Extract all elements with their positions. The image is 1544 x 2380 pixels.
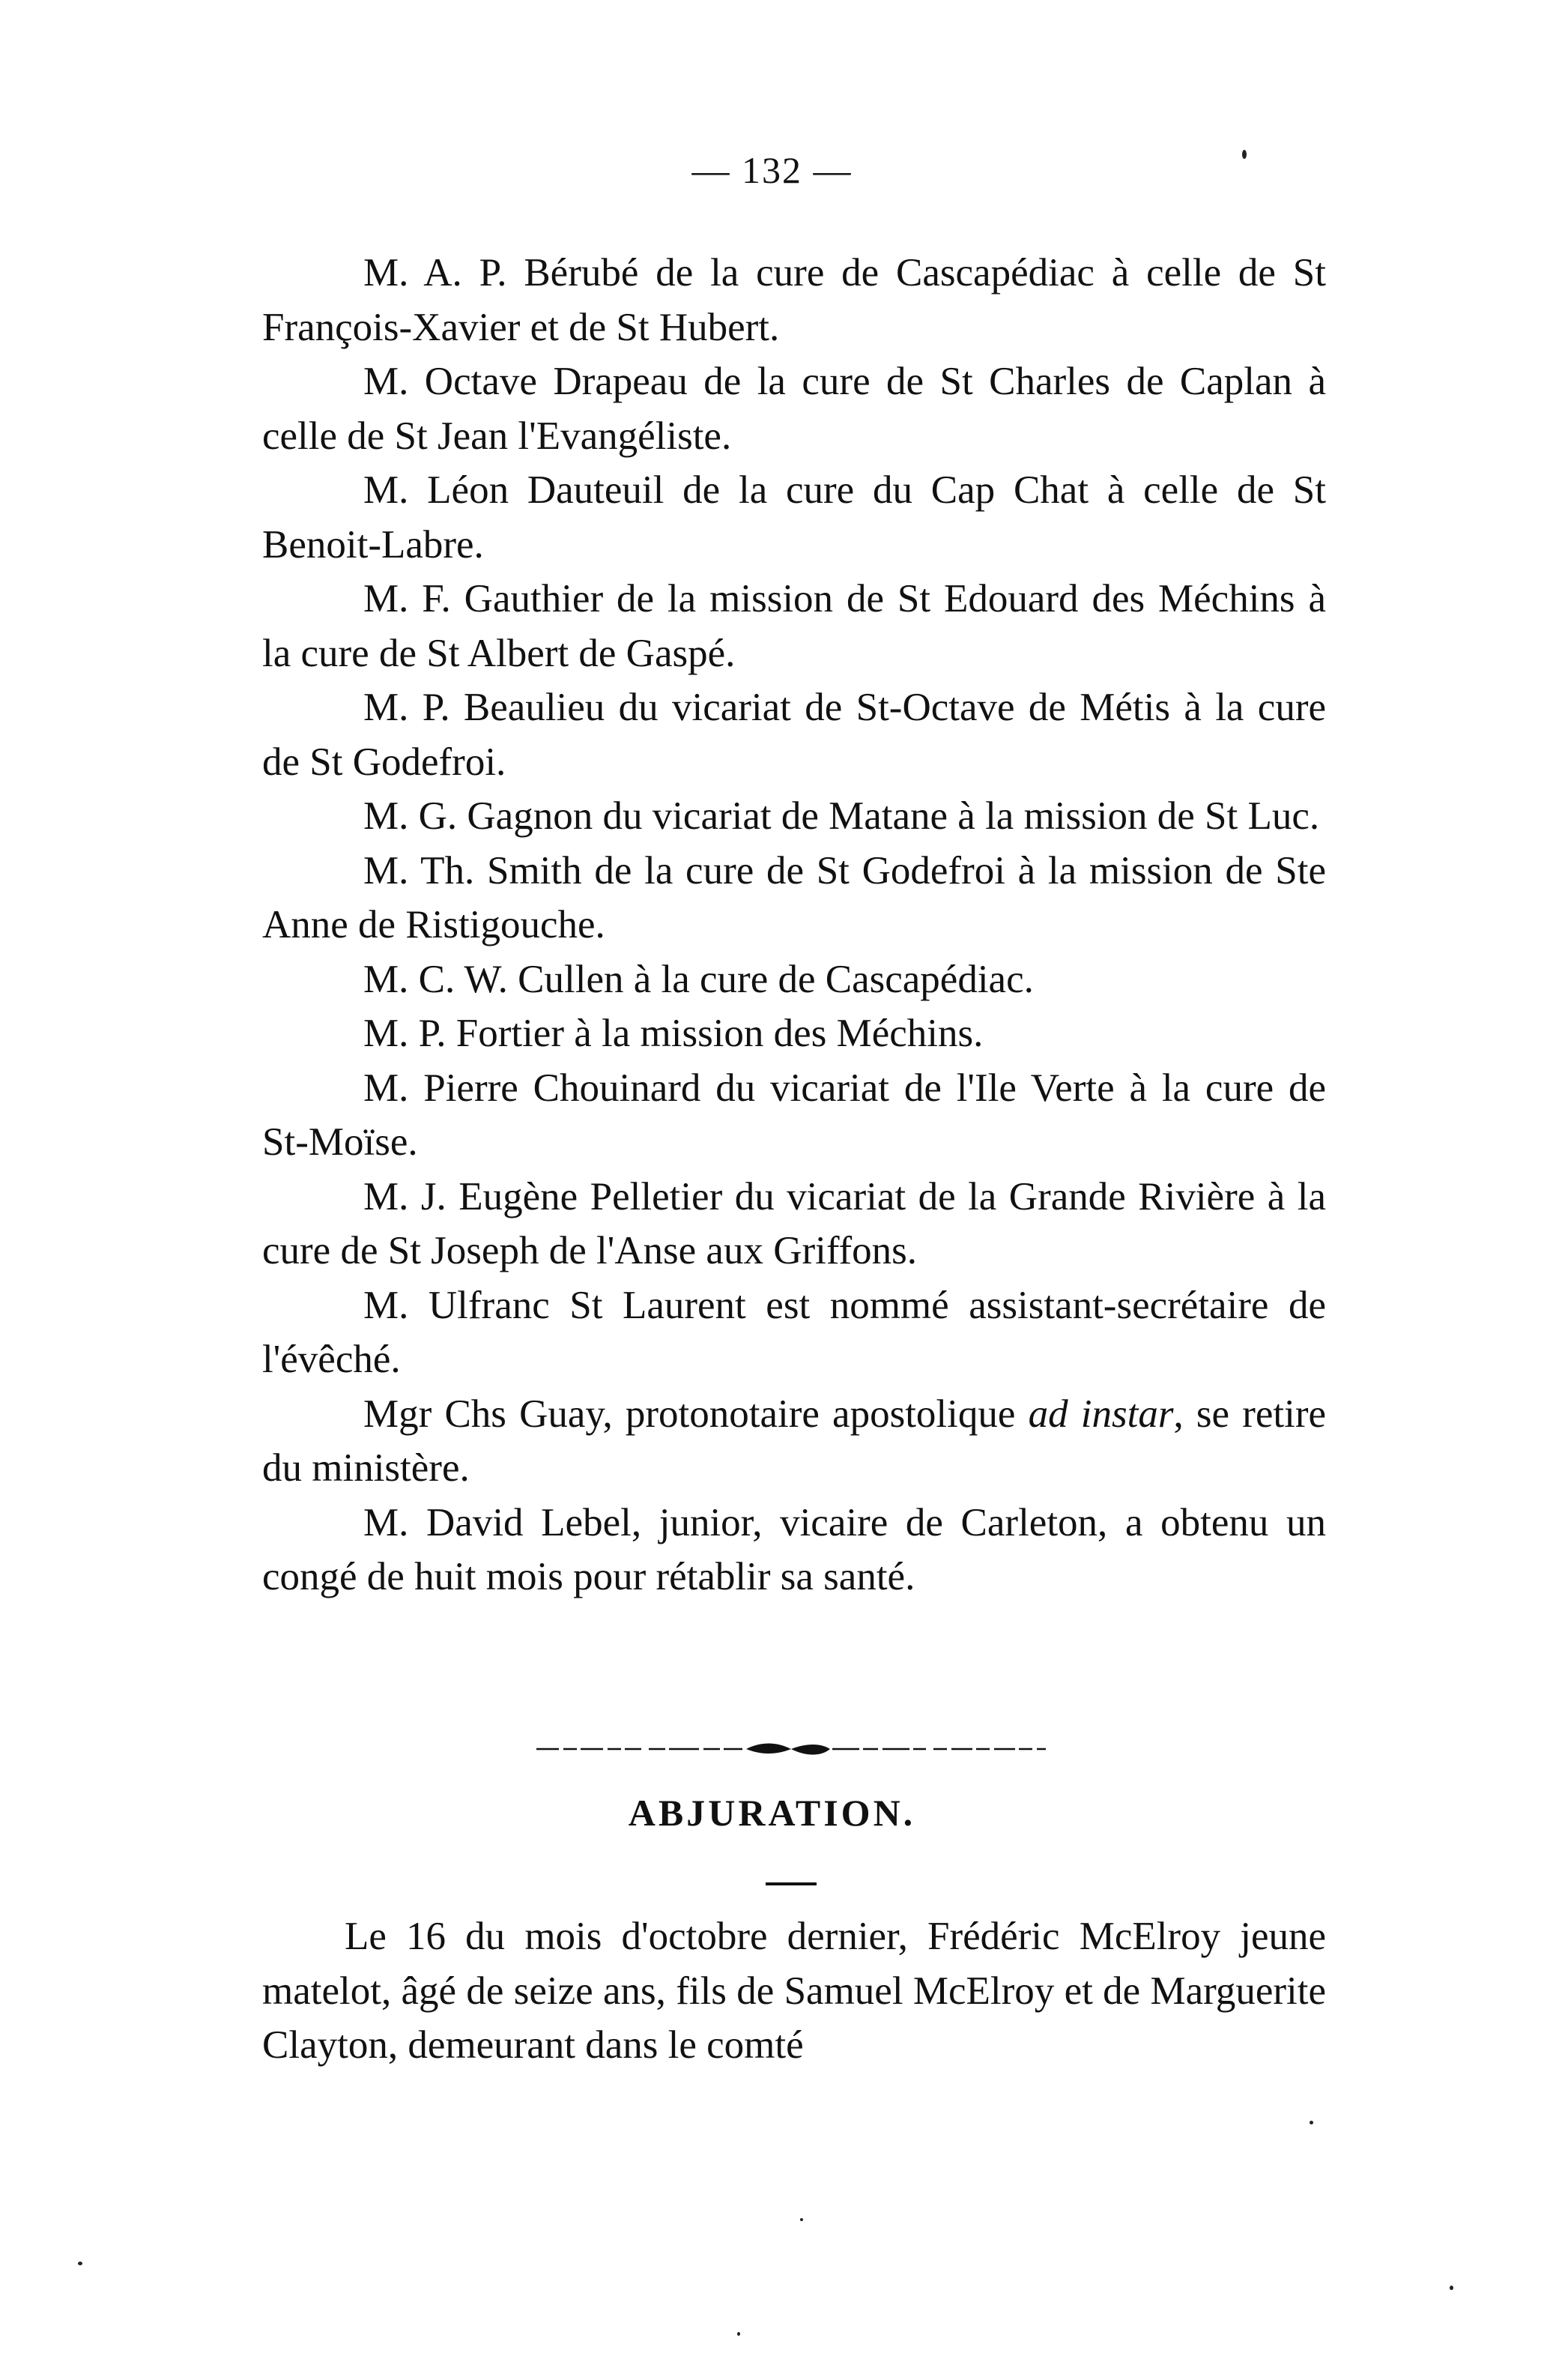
page-number: — 132 —	[691, 149, 853, 191]
appointment-entry: M. P. Fortier à la mission des Méchins.	[363, 1012, 984, 1055]
retirement-text: Mgr Chs Guay, protonotaire apostolique	[363, 1392, 1029, 1436]
appointment-entry: M. F. Gauthier de la mission de St Edouard des Méchins à la cure de St Albert de Gaspé.	[262, 577, 1326, 675]
appointment-entry: M. Th. Smith de la cure de St Godefroi à la mission de Ste Anne de Ristigouche.	[262, 848, 1326, 946]
section-title: ABJURATION.	[628, 1792, 916, 1834]
leave-entry: M. David Lebel, junior, vicaire de Carleton, a obtenu un congé de huit mois pour rétablir sa santé.	[262, 1500, 1326, 1598]
print-speck	[1242, 150, 1247, 159]
appointment-entry: M. Octave Drapeau de la cure de St Charles de Caplan à celle de St Jean l'Evangéliste.	[262, 360, 1326, 458]
abjuration-text	[262, 1909, 1326, 2073]
appointment-entry: M. Ulfranc St Laurent est nommé assistant-secrétaire de l'évêché.	[262, 1283, 1326, 1381]
print-speck	[78, 2262, 82, 2265]
appointment-entry: M. Pierre Chouinard du vicariat de l'Ile Verte à la cure de St-Moïse.	[262, 1066, 1326, 1164]
retirement-italic: ad instar	[1028, 1392, 1174, 1436]
appointment-entry: M. P. Beaulieu du vicariat de St-Octave de Métis à la cure de St Godefroi.	[262, 686, 1326, 784]
print-speck	[800, 2218, 803, 2221]
print-speck	[1450, 2286, 1453, 2290]
appointment-entry: M. A. P. Bérubé de la cure de Cascapédiac à celle de St François-Xavier et de St Hubert.	[262, 251, 1326, 349]
appointment-entry: M. Léon Dauteuil de la cure du Cap Chat à celle de St Benoit-Labre.	[262, 468, 1326, 567]
abjuration-paragraph: Le 16 du mois d'octobre dernier, Frédéric McElroy jeune matelot, âgé de seize ans, fils de Samuel McElroy et de Marguerite Clayton, demeurant dans le comté	[262, 1915, 1326, 2067]
print-speck	[737, 2332, 740, 2336]
print-speck	[1310, 2121, 1313, 2124]
retirement-entry	[262, 1387, 1326, 1496]
retirement-text-end: , se retire du ministère.	[262, 1392, 1326, 1490]
appointment-entry: M. G. Gagnon du vicariat de Matane à la mission de St Luc.	[363, 794, 1320, 838]
appointment-entry: M. C. W. Cullen à la cure de Cascapédiac.	[363, 957, 1034, 1001]
appointment-entry: M. J. Eugène Pelletier du vicariat de la Grande Rivière à la cure de St Joseph de l'Anse aux Griffons.	[262, 1174, 1326, 1272]
title-rule	[766, 1882, 817, 1885]
appointments-list	[262, 246, 1326, 1604]
ornament-divider	[536, 1740, 1046, 1758]
